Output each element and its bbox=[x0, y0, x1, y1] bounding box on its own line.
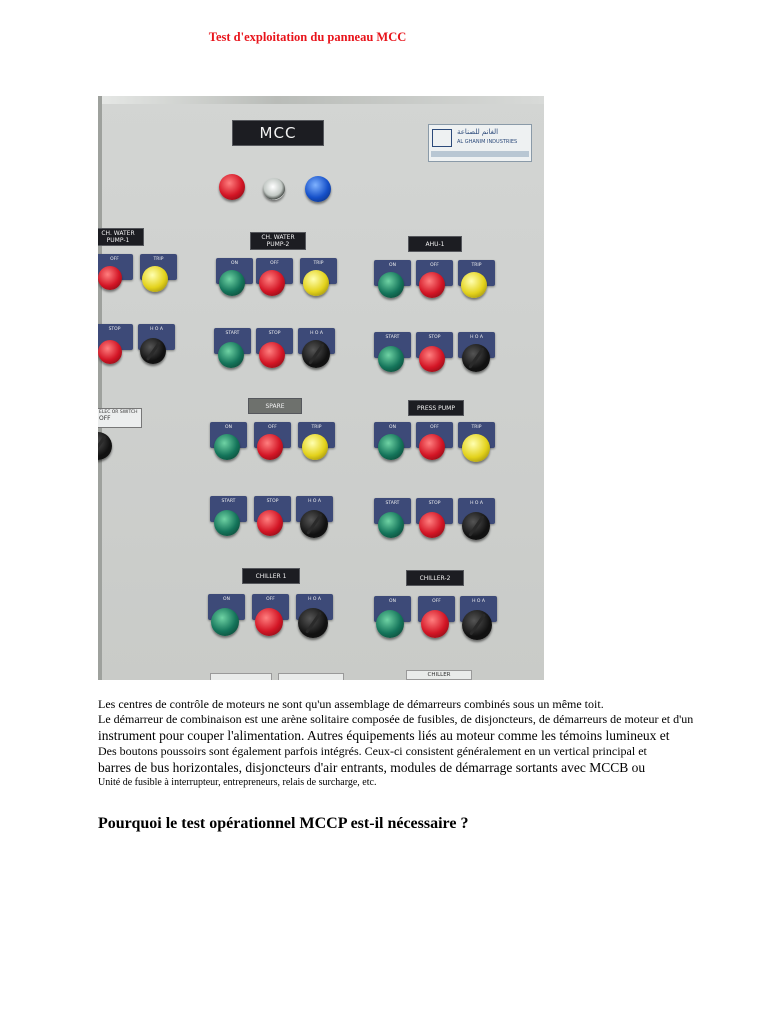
elec-switch-tag-line2: OFF bbox=[99, 415, 111, 422]
label-ch-water-pump-1: CH. WATER PUMP-1 bbox=[98, 228, 144, 246]
elec-switch-tag-line1: ELEC OR SWITCH bbox=[99, 410, 138, 415]
plate-ahu1-off: OFF bbox=[416, 260, 453, 286]
paragraph-line: barres de bus horizontales, disjoncteurs d'air entrants, modules de démarrage sortants avec MCCB ou bbox=[98, 760, 646, 775]
mcc-name-plate: MCC bbox=[232, 120, 324, 146]
bottom-tag-chiller: CHILLER bbox=[406, 670, 472, 680]
button-press-start[interactable] bbox=[378, 512, 404, 538]
lamp-press-off bbox=[419, 434, 445, 460]
plate-pump2-trip: TRIP bbox=[300, 258, 337, 284]
plate-spare-stop: STOP bbox=[254, 496, 291, 522]
plate-pump2-off: OFF bbox=[256, 258, 293, 284]
plate-chiller2-selector: H O A bbox=[460, 596, 497, 622]
label-chiller-1: CHILLER 1 bbox=[242, 568, 300, 584]
selector-knob-ahu1[interactable] bbox=[462, 344, 490, 372]
document-title: Test d'exploitation du panneau MCC bbox=[208, 30, 407, 44]
selector-knob-chiller2[interactable] bbox=[462, 610, 492, 640]
paragraph-line: Unité de fusible à interrupteur, entrepreneurs, relais de surcharge, etc. bbox=[98, 777, 377, 788]
plate-pump1-selector: H O A bbox=[138, 324, 175, 350]
button-pump2-stop[interactable] bbox=[259, 342, 285, 368]
plate-pump1-stop: STOP bbox=[98, 324, 133, 350]
button-spare-start[interactable] bbox=[214, 510, 240, 536]
plate-press-stop: STOP bbox=[416, 498, 453, 524]
paragraph-line: Le démarreur de combinaison est une arène solitaire composée de fusibles, de disjoncteurs, de démarreurs de moteur et d'un bbox=[98, 712, 694, 726]
plate-spare-trip: TRIP bbox=[298, 422, 335, 448]
label-press-pump: PRESS PUMP bbox=[408, 400, 464, 416]
button-press-stop[interactable] bbox=[419, 512, 445, 538]
label-chiller-2: CHILLER-2 bbox=[406, 570, 464, 586]
manufacturer-name-arabic: الغانم للصناعة bbox=[457, 128, 499, 136]
lamp-press-trip bbox=[462, 434, 490, 462]
plate-ahu1-selector: H O A bbox=[458, 332, 495, 358]
lamp-pump2-trip bbox=[303, 270, 329, 296]
plate-pump2-start: START bbox=[214, 328, 251, 354]
lamp-ahu1-off bbox=[419, 272, 445, 298]
plate-spare-start: START bbox=[210, 496, 247, 522]
lamp-chiller1-off bbox=[255, 608, 283, 636]
bottom-tag-middle bbox=[278, 673, 344, 680]
plate-pump2-on: ON bbox=[216, 258, 253, 284]
plate-press-on: ON bbox=[374, 422, 411, 448]
lamp-chiller2-on bbox=[376, 610, 404, 638]
paragraph-line: instrument pour couper l'alimentation. Autres équipements liés au moteur comme les témoins lumineux et bbox=[98, 728, 670, 743]
plate-chiller2-off: OFF bbox=[418, 596, 455, 622]
elec-switch-tag bbox=[98, 408, 142, 428]
mcc-panel-photo bbox=[98, 96, 544, 680]
main-red-indicator-lamp bbox=[219, 174, 245, 200]
lamp-pump2-off bbox=[259, 270, 285, 296]
plate-ahu1-stop: STOP bbox=[416, 332, 453, 358]
lamp-chiller1-on bbox=[211, 608, 239, 636]
selector-knob-pump1[interactable] bbox=[140, 338, 166, 364]
bottom-tag-left bbox=[210, 673, 272, 680]
button-ahu1-start[interactable] bbox=[378, 346, 404, 372]
lamp-ahu1-trip bbox=[461, 272, 487, 298]
label-ch-water-pump-2: CH. WATER PUMP-2 bbox=[250, 232, 306, 250]
selector-knob-spare[interactable] bbox=[300, 510, 328, 538]
plate-ahu1-trip: TRIP bbox=[458, 260, 495, 286]
plate-chiller1-selector: H O A bbox=[296, 594, 333, 620]
selector-knob-pump2[interactable] bbox=[302, 340, 330, 368]
elec-switch-knob[interactable] bbox=[98, 432, 112, 460]
manufacturer-plate-stripe bbox=[431, 151, 529, 157]
plate-chiller2-on: ON bbox=[374, 596, 411, 622]
lamp-press-on bbox=[378, 434, 404, 460]
lamp-ahu1-on bbox=[378, 272, 404, 298]
plate-spare-selector: H O A bbox=[296, 496, 333, 522]
plate-press-trip: TRIP bbox=[458, 422, 495, 448]
lamp-spare-on bbox=[214, 434, 240, 460]
button-pump2-start[interactable] bbox=[218, 342, 244, 368]
plate-ahu1-start: START bbox=[374, 332, 411, 358]
plate-pump2-selector: H O A bbox=[298, 328, 335, 354]
lamp-pump2-on bbox=[219, 270, 245, 296]
lamp-pump1-trip bbox=[142, 266, 168, 292]
paragraph-line: Des boutons poussoirs sont également parfois intégrés. Ceux-ci consistent généralement en un vertical principal et bbox=[98, 744, 647, 758]
panel-top-edge bbox=[98, 96, 544, 104]
lamp-pump1-off bbox=[98, 266, 122, 290]
label-ahu-1: AHU-1 bbox=[408, 236, 462, 252]
plate-pump1-trip: TRIP bbox=[140, 254, 177, 280]
plate-spare-on: ON bbox=[210, 422, 247, 448]
main-white-indicator-lamp bbox=[263, 178, 285, 200]
section-heading: Pourquoi le test opérationnel MCCP est-il nécessaire ? bbox=[98, 815, 469, 832]
manufacturer-name-latin: AL GHANIM INDUSTRIES bbox=[457, 139, 518, 145]
lamp-chiller2-off bbox=[421, 610, 449, 638]
paragraph-line: Les centres de contrôle de moteurs ne sont qu'un assemblage de démarreurs combinés sous un même toit. bbox=[98, 697, 604, 711]
plate-ahu1-on: ON bbox=[374, 260, 411, 286]
label-spare: SPARE bbox=[248, 398, 302, 414]
plate-press-start: START bbox=[374, 498, 411, 524]
plate-press-selector: H O A bbox=[458, 498, 495, 524]
button-pump1-stop[interactable] bbox=[98, 340, 122, 364]
plate-press-off: OFF bbox=[416, 422, 453, 448]
manufacturer-plate bbox=[428, 124, 532, 162]
plate-pump1-off: OFF bbox=[98, 254, 133, 280]
main-blue-indicator-lamp bbox=[305, 176, 331, 202]
selector-knob-press[interactable] bbox=[462, 512, 490, 540]
lamp-spare-off bbox=[257, 434, 283, 460]
plate-pump2-stop: STOP bbox=[256, 328, 293, 354]
manufacturer-logo-icon bbox=[432, 129, 452, 147]
plate-spare-off: OFF bbox=[254, 422, 291, 448]
lamp-spare-trip bbox=[302, 434, 328, 460]
plate-chiller1-off: OFF bbox=[252, 594, 289, 620]
plate-chiller1-on: ON bbox=[208, 594, 245, 620]
button-ahu1-stop[interactable] bbox=[419, 346, 445, 372]
intro-paragraph bbox=[98, 697, 718, 790]
selector-knob-chiller1[interactable] bbox=[298, 608, 328, 638]
button-spare-stop[interactable] bbox=[257, 510, 283, 536]
panel-left-edge bbox=[98, 96, 102, 680]
